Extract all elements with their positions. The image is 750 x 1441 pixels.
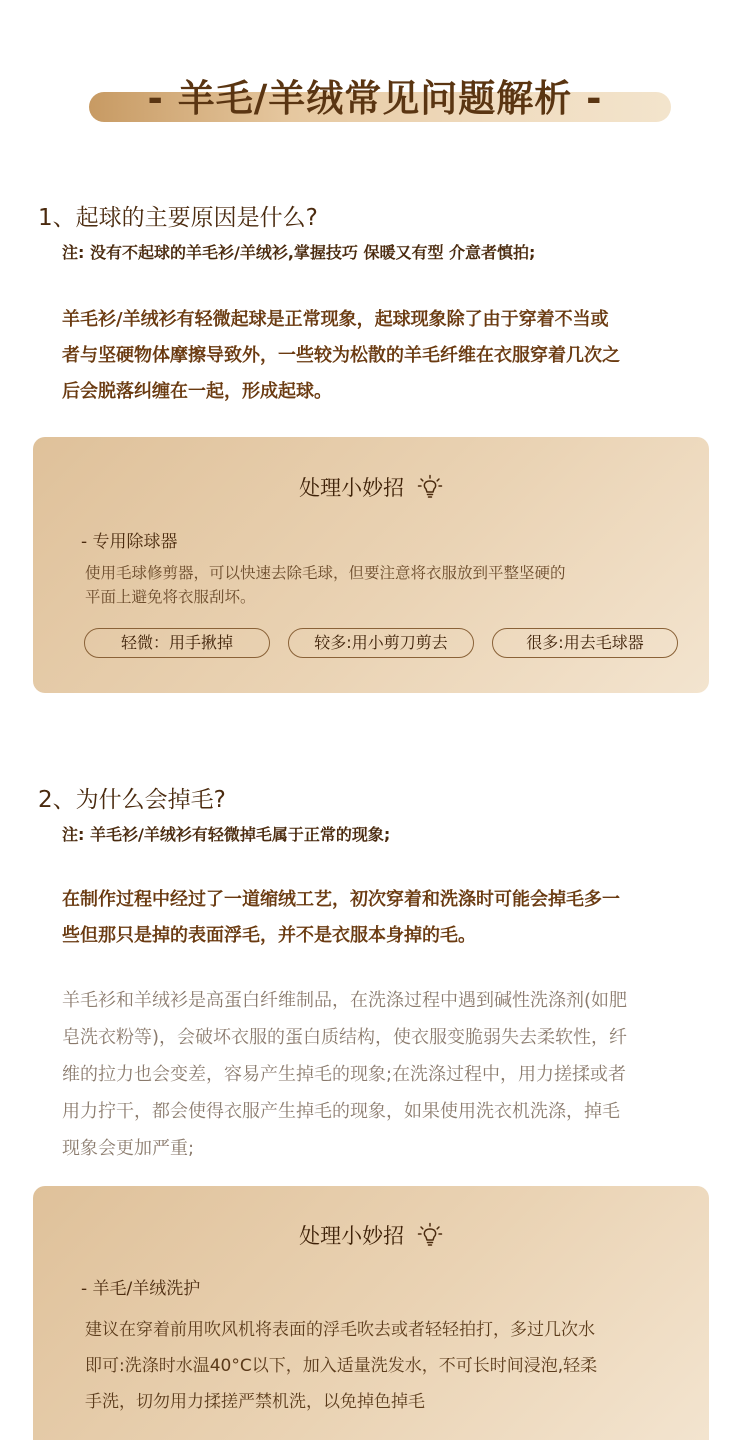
paragraph-line: 羊毛衫/羊绒衫有轻微起球是正常现象，起球现象除了由于穿着不当或	[62, 309, 609, 330]
tip-heading-label: 处理小妙招	[299, 476, 405, 500]
question-2-detail	[62, 982, 717, 1167]
paragraph-line: 羊毛衫和羊绒衫是高蛋白纤维制品，在洗涤过程中遇到碱性洗涤剂(如肥	[62, 990, 628, 1011]
tip-pill-light: 轻微：用手揪掉	[84, 628, 270, 658]
paragraph-line: 现象会更加严重;	[62, 1138, 195, 1159]
lightbulb-icon	[417, 1222, 443, 1248]
tip-pill-medium: 较多:用小剪刀剪去	[288, 628, 474, 658]
question-1-note: 注: 没有不起球的羊毛衫/羊绒衫,掌握技巧 保暖又有型 介意者慎拍;	[62, 243, 536, 262]
paragraph-line: 皂洗衣粉等)，会破坏衣服的蛋白质结构，使衣服变脆弱失去柔软性，纤	[62, 1027, 628, 1048]
page-title: - 羊毛/羊绒常见问题解析 -	[147, 77, 603, 120]
tip-subtitle: - 专用除球器	[81, 532, 178, 552]
tip-text-line: 手洗，切勿用力揉搓严禁机洗，以免掉色掉毛	[85, 1392, 425, 1412]
tip-pill-heavy: 很多:用去毛球器	[492, 628, 678, 658]
question-2-title: 2、为什么会掉毛?	[38, 787, 226, 813]
tip-text-line: 平面上避免将衣服刮坏。	[85, 588, 256, 606]
tip-heading	[33, 1220, 709, 1250]
tip-text-line: 即可:洗涤时水温40°C以下，加入适量洗发水，不可长时间浸泡,轻柔	[85, 1356, 598, 1376]
tip-heading-label: 处理小妙招	[299, 1224, 405, 1248]
question-2-note: 注: 羊毛衫/羊绒衫有轻微掉毛属于正常的现象;	[62, 825, 391, 844]
tip-text	[85, 1312, 685, 1420]
paragraph-line: 在制作过程中经过了一道缩绒工艺，初次穿着和洗涤时可能会掉毛多一	[62, 889, 620, 910]
tip-text-line: 建议在穿着前用吹风机将表面的浮毛吹去或者轻轻拍打，多过几次水	[85, 1320, 595, 1340]
question-1-paragraph	[62, 302, 717, 410]
lightbulb-icon	[417, 474, 443, 500]
paragraph-line: 后会脱落纠缠在一起，形成起球。	[62, 381, 332, 402]
paragraph-line: 维的拉力也会变差，容易产生掉毛的现象;在洗涤过程中，用力搓揉或者	[62, 1064, 627, 1085]
question-2-paragraph	[62, 882, 717, 954]
tip-text-line: 使用毛球修剪器，可以快速去除毛球，但要注意将衣服放到平整坚硬的	[85, 564, 566, 582]
tip-box-2	[33, 1186, 709, 1440]
tip-subtitle: - 羊毛/羊绒洗护	[81, 1279, 201, 1299]
paragraph-line: 者与坚硬物体摩擦导致外，一些较为松散的羊毛纤维在衣服穿着几次之	[62, 345, 620, 366]
paragraph-line: 用力拧干，都会使得衣服产生掉毛的现象，如果使用洗衣机洗涤，掉毛	[62, 1101, 620, 1122]
paragraph-line: 些但那只是掉的表面浮毛，并不是衣服本身掉的毛。	[62, 925, 476, 946]
tip-heading	[33, 472, 709, 502]
tip-text	[85, 561, 685, 609]
question-1-title: 1、起球的主要原因是什么?	[38, 205, 318, 231]
tip-box-1	[33, 437, 709, 693]
page-header	[0, 62, 750, 132]
